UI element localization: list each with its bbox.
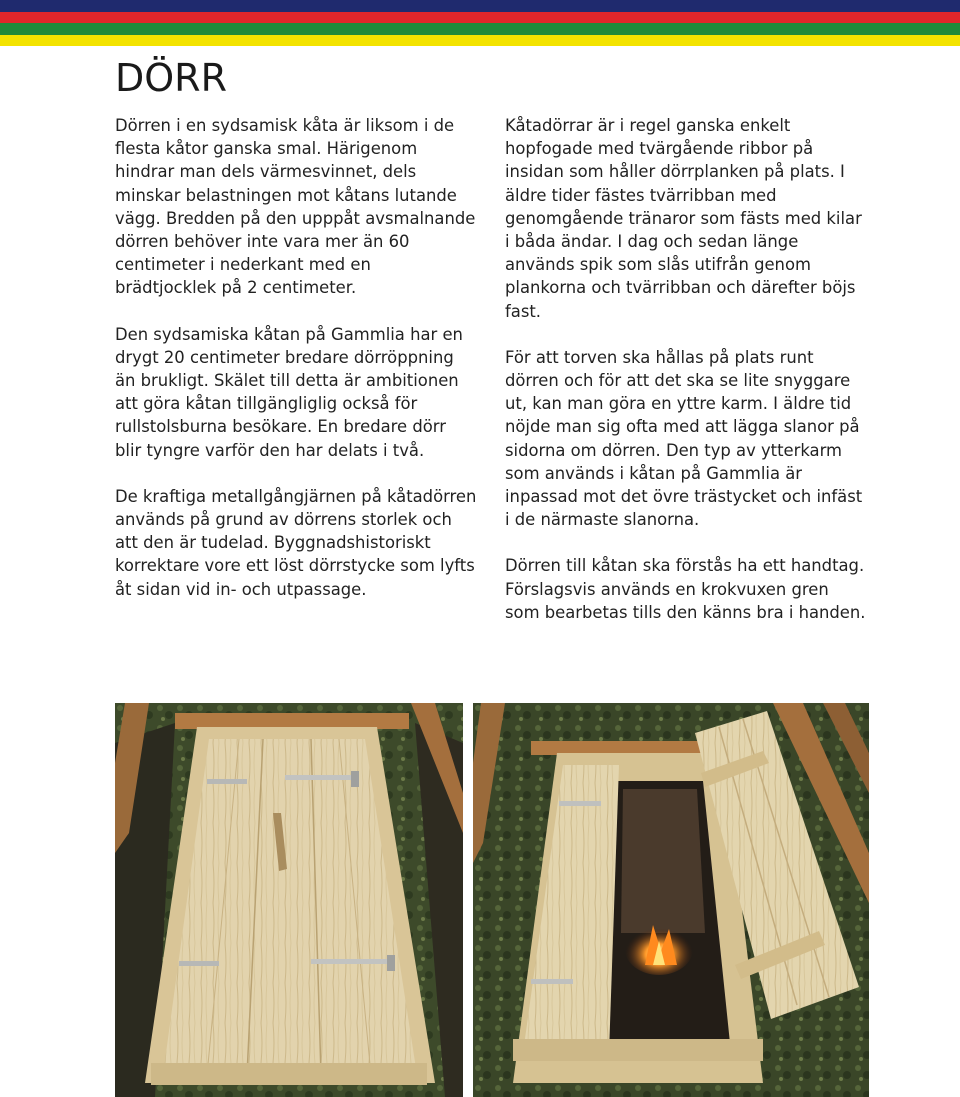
paragraph: Dörren till kåtan ska förstås ha ett handtag. Förslagsvis används en krokvuxen gren som bearbetas tills den känns bra i handen.: [505, 556, 866, 622]
paragraph: De kraftiga metallgångjärnen på kåtadörren används på grund av dörrens storlek och att den är tudelad. Byggnadshistoriskt korrektare vore ett löst dörrstycke som lyfts åt sidan vid in- och utpassage.: [115, 486, 477, 599]
photo-closed-door: [115, 703, 463, 1097]
paragraph: Dörren i en sydsamisk kåta är liksom i de flesta kåtor ganska smal. Härigenom hindrar man dels värmesvinnet, dels minskar belastningen mot kåtans lutande vägg. Bredden på den upppåt avsmalnande dörren behöver inte vara mer än 60 centimeter i nederkant med en brädtjocklek på 2 centimeter.: [115, 116, 476, 298]
paragraph: För att torven ska hållas på plats runt dörren och för att det ska se lite snyggare ut, kan man göra en yttre karm. I äldre tid nöjde man sig ofta med att lägga slanor på sidorna om dörren. Den typ av ytterkarm som används i kåtan på Gammlia är inpassad mot det övre trästycket och infäst i de närmaste slanorna.: [505, 347, 863, 530]
paragraph: Kåtadörrar är i regel ganska enkelt hopfogade med tvärgående ribbor på insidan som håller dörrplanken på plats. I äldre tider fästes tvärribban med genomgående tränaror som fästs med kilar i båda ändar. I dag och sedan länge används spik som slås utifrån genom plankorna och tvärribban och därefter böjs fast.: [505, 116, 862, 321]
left-column: [115, 114, 477, 624]
closed-door-illustration: [115, 703, 463, 1097]
header-stripes: [0, 0, 960, 46]
stripe-blue: [0, 0, 960, 12]
paragraph: Den sydsamiska kåtan på Gammlia har en drygt 20 centimeter bredare dörröppning än brukligt. Skälet till detta är ambitionen att göra kåtan tillgängliglig också för rullstolsburna besökare. En bredare dörr blir tyngre varför den har delats i två.: [115, 324, 463, 460]
page-title: DÖRR: [115, 56, 227, 100]
open-door-illustration: [473, 703, 869, 1097]
stripe-red: [0, 12, 960, 24]
photo-open-door: [473, 703, 869, 1097]
stripe-yellow: [0, 35, 960, 47]
stripe-green: [0, 23, 960, 35]
right-column: [505, 114, 867, 647]
